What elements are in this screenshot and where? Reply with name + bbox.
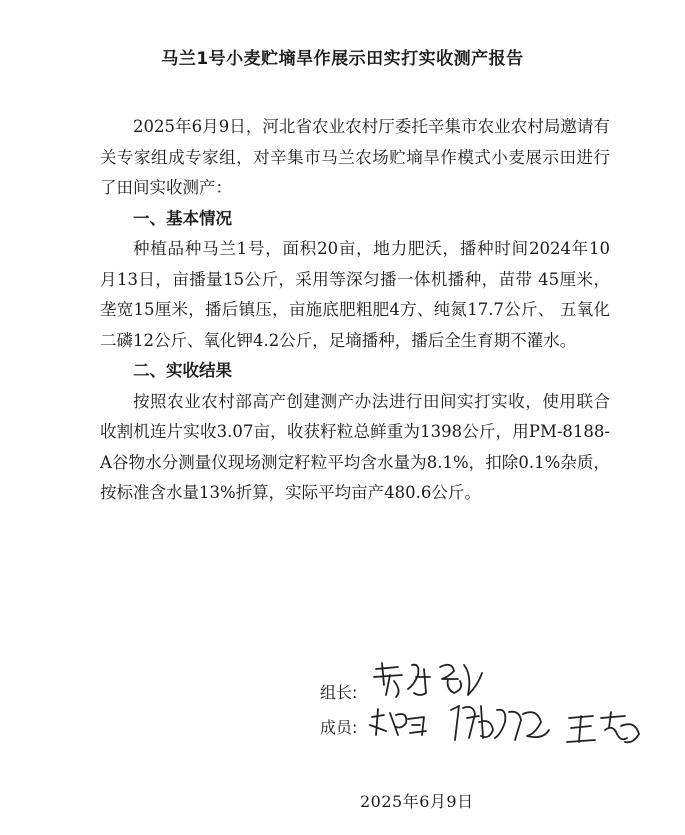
intro-paragraph: 2025年6月9日，河北省农业农村厅委托辛集市农业农村局邀请有关专家组成专家组，对辛集市马兰农场贮墒旱作模式小麦展示田进行了田间实收测产： [100,117,610,197]
section-basic-heading: 一、基本情况 [133,208,232,228]
member-signature-2 [445,700,555,746]
report-body [100,112,610,509]
members-label: 成员: [320,718,358,737]
report-date: 2025年6月9日 [360,792,474,811]
section-result-text: 按照农业农村部高产创建测产办法进行田间实打实收，使用联合收割机连片实收3.07亩，收获籽粒总鲜重为1398公斤，用PM-8188-A谷物水分测量仪现场测定籽粒平均含水量为8.1%，扣除0.1%杂质，按标准含水量13%折算，实际平均亩产480.6公斤。 [100,391,610,502]
leader-label: 组长: [320,683,358,702]
section-result-heading: 二、实收结果 [133,361,232,380]
report-title: 马兰1号小麦贮墒旱作展示田实打实收测产报告 [161,49,524,69]
leader-signature [368,655,488,703]
member-signature-3 [565,708,645,748]
member-signature-1 [368,705,438,745]
section-basic-text: 种植品种马兰1号，面积20亩，地力肥沃，播种时间2024年10 月13日，亩播量15公斤，采用等深匀播一体机播种，苗带 45厘米，垄宽15厘米，播后镇压，亩施底肥粗肥4方、纯氮17.7公斤、 五氧化二磷12公斤、氧化钾4.2公斤，足墒播种，播后全生育期不灌水。 [100,239,610,350]
